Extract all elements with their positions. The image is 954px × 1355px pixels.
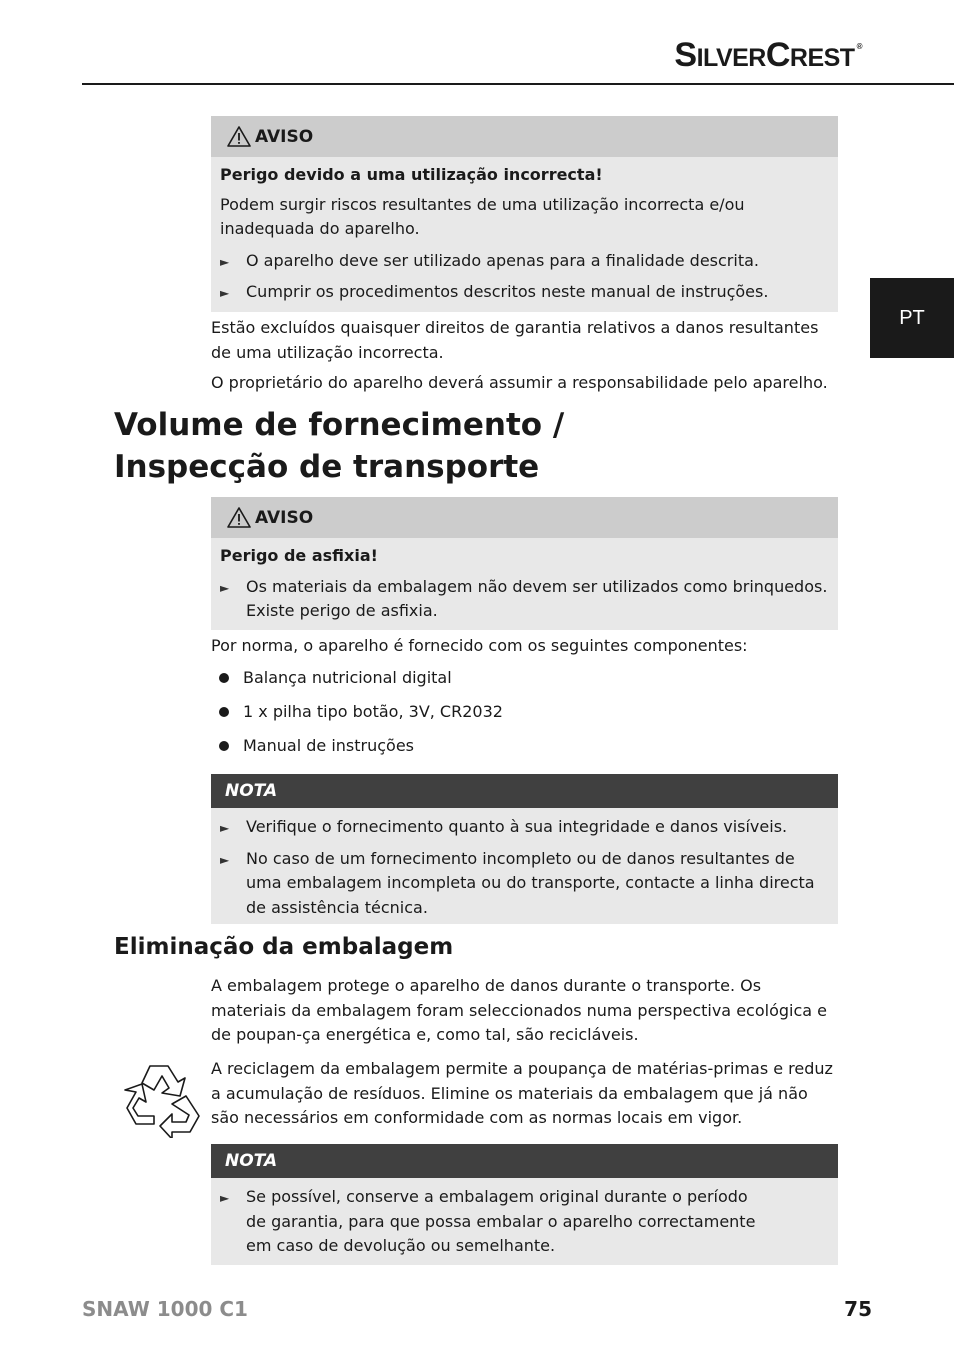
note-box-header xyxy=(211,1144,838,1178)
warning-triangle-icon xyxy=(227,507,251,528)
list-item-text: Manual de instruções xyxy=(243,736,414,755)
registered-mark: ® xyxy=(856,42,862,51)
list-item xyxy=(220,1185,758,1259)
warning-box-header xyxy=(211,116,838,157)
list-item xyxy=(220,280,828,306)
list-item-text: Os materiais da embalagem não devem ser utilizados como brinquedos. Existe perigo de asfixia. xyxy=(246,576,828,620)
arrow-right-icon: ► xyxy=(220,1191,230,1205)
recycle-icon xyxy=(122,1060,204,1138)
bullet-dot-icon xyxy=(219,673,229,683)
page-number: 75 xyxy=(844,1297,872,1321)
brand-letter: S xyxy=(674,36,697,74)
bullet-dot-icon xyxy=(219,707,229,717)
arrow-right-icon: ► xyxy=(220,254,230,269)
warning-title: Perigo de asfixia! xyxy=(220,546,378,565)
note-box xyxy=(211,774,838,924)
language-tab xyxy=(870,278,954,358)
list-item-text: Balança nutricional digital xyxy=(243,668,452,687)
warning-triangle-icon xyxy=(227,126,251,147)
section-heading-line: Volume de fornecimento / xyxy=(114,407,565,443)
note-box xyxy=(211,1144,838,1265)
warning-title: Perigo devido a uma utilização incorrecta! xyxy=(220,165,603,184)
brand-letters: ILVER xyxy=(696,44,766,72)
warning-text: Podem surgir riscos resultantes de uma utilização incorrecta e/ou inadequada do aparelho. xyxy=(220,194,745,238)
arrow-right-icon: ► xyxy=(220,580,230,595)
list-item xyxy=(219,702,503,721)
section-heading: Eliminação da embalagem xyxy=(114,934,454,960)
language-tab-label: PT xyxy=(899,306,925,329)
arrow-right-icon: ► xyxy=(220,821,230,835)
note-box-header xyxy=(211,774,838,808)
list-item-text: No caso de um fornecimento incompleto ou de danos resultantes de uma embalagem incompleta ou do transporte, contacte a linha directa de assistência técnica. xyxy=(246,848,815,917)
section-heading xyxy=(114,404,564,488)
arrow-right-icon: ► xyxy=(220,286,230,300)
footer-model: SNAW 1000 C1 xyxy=(82,1297,248,1321)
warning-box xyxy=(211,116,838,312)
header-rule xyxy=(82,83,954,85)
body-paragraph: A embalagem protege o aparelho de danos durante o transporte. Os materiais da embalagem foram seleccionados numa perspectiva ecológica e de poupan-ça energética e, como tal, são recicláveis. xyxy=(211,976,827,1044)
body-paragraph: O proprietário do aparelho deverá assumir a responsabilidade pelo aparelho. xyxy=(211,373,828,392)
brand-logo xyxy=(674,36,862,75)
body-paragraph: A reciclagem da embalagem permite a poupança de matérias-primas e reduz a acumulação de resíduos. Elimine os materiais da embalagem que já não são necessários em conformidade com as normas locais em vigor. xyxy=(211,1059,833,1127)
note-label: NOTA xyxy=(225,781,278,801)
list-item-text: Se possível, conserve a embalagem original durante o período de garantia, para que possa embalar o aparelho correctamente em caso de devolução ou semelhante. xyxy=(246,1187,756,1255)
list-item xyxy=(220,249,828,275)
list-item-text: Cumprir os procedimentos descritos neste manual de instruções. xyxy=(246,282,769,301)
list-item-text: Verifique o fornecimento quanto à sua integridade e danos visíveis. xyxy=(246,817,788,836)
list-item xyxy=(219,668,452,687)
warning-box xyxy=(211,497,838,630)
list-item xyxy=(219,736,414,755)
brand-letters: REST xyxy=(789,44,855,72)
list-item xyxy=(220,575,828,624)
warning-box-header xyxy=(211,497,838,538)
warning-label: AVISO xyxy=(255,507,314,528)
body-paragraph: Estão excluídos quaisquer direitos de garantia relativos a danos resultantes de uma utilização incorrecta. xyxy=(211,318,819,362)
body-paragraph: Por norma, o aparelho é fornecido com os seguintes componentes: xyxy=(211,636,748,655)
warning-label: AVISO xyxy=(255,126,314,147)
list-item-text: 1 x pilha tipo botão, 3V, CR2032 xyxy=(243,702,503,721)
note-label: NOTA xyxy=(225,1151,278,1171)
bullet-dot-icon xyxy=(219,741,229,751)
section-heading-line: Inspecção de transporte xyxy=(114,449,540,485)
arrow-right-icon: ► xyxy=(220,852,230,867)
list-item xyxy=(220,847,828,921)
list-item-text: O aparelho deve ser utilizado apenas para a finalidade descrita. xyxy=(246,250,759,270)
brand-letter: C xyxy=(765,36,790,74)
list-item xyxy=(220,815,828,841)
